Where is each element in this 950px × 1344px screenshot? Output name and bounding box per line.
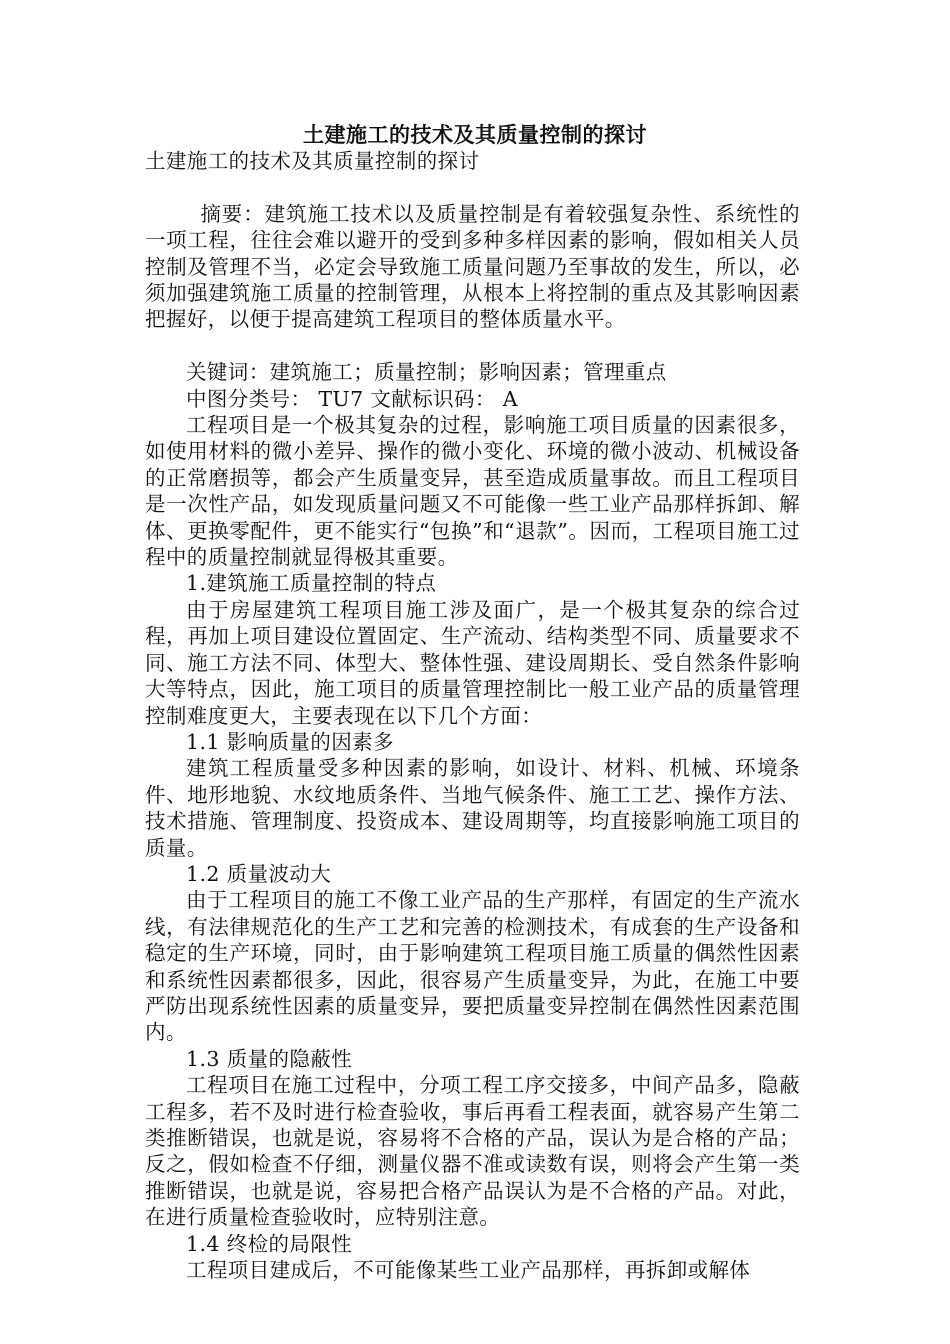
section-1-2-paragraph: 由于工程项目的施工不像工业产品的生产那样，有固定的生产流水线，有法律规范化的生产工艺和完善的检测技术，有成套的生产设备和稳定的生产环境，同时，由于影响建筑工程项目施工质量的偶然性因素和系统性因素都很多，因此，很容易产生质量变异，为此，在施工中要严防出现系统性因素的质量变异，要把质量变异控制在偶然性因素范围内。 <box>145 888 800 1045</box>
section-1-3-heading: 1.3 质量的隐蔽性 <box>186 1046 353 1071</box>
section-1-4-paragraph: 工程项目建成后，不可能像某些工业产品那样，再拆卸或解体 <box>186 1258 751 1283</box>
document-title: 土建施工的技术及其质量控制的探讨 <box>303 122 647 147</box>
keywords-line: 关键词：建筑施工；质量控制；影响因素；管理重点 <box>186 360 667 385</box>
section-1-1-heading: 1.1 影响质量的因素多 <box>186 729 394 754</box>
section-1-2-heading: 1.2 质量波动大 <box>186 861 332 886</box>
abstract-paragraph: 摘要：建筑施工技术以及质量控制是有着较强复杂性、系统性的一项工程，往往会难以避开的受到多种多样因素的影响，假如相关人员控制及管理不当，必定会导致施工质量问题乃至事故的发生，所以，必须加强建筑施工质量的控制管理，从根本上将控制的重点及其影响因素把握好，以便于提高建筑工程项目的整体质量水平。 <box>145 201 800 332</box>
document-body <box>145 148 800 1283</box>
section-1-1-paragraph: 建筑工程质量受多种因素的影响，如设计、材料、机械、环境条件、地形地貌、水纹地质条件、当地气候条件、施工工艺、操作方法、技术措施、管理制度、投资成本、建设周期等，均直接影响施工项目的质量。 <box>145 756 800 860</box>
section-1-paragraph: 由于房屋建筑工程项目施工涉及面广，是一个极其复杂的综合过程，再加上项目建设位置固定、生产流动、结构类型不同、质量要求不同、施工方法不同、体型大、整体性强、建设周期长、受自然条件影响大等特点，因此，施工项目的质量管理控制比一般工业产品的质量管理控制难度更大，主要表现在以下几个方面： <box>145 597 800 728</box>
section-1-4-heading: 1.4 终检的局限性 <box>186 1231 353 1256</box>
classification-line: 中图分类号： TU7 文献标识码： A <box>186 386 518 411</box>
section-1-heading: 1.建筑施工质量控制的特点 <box>186 571 437 596</box>
intro-paragraph: 工程项目是一个极其复杂的过程，影响施工项目质量的因素很多，如使用材料的微小差异、操作的微小变化、环境的微小波动、机械设备的正常磨损等，都会产生质量变异，甚至造成质量事故。而且工程项目是一次性产品，如发现质量问题又不可能像一些工业产品那样拆卸、解体、更换零配件，更不能实行“包换”和“退款”。因而，工程项目施工过程中的质量控制就显得极其重要。 <box>145 413 800 570</box>
document-subtitle: 土建施工的技术及其质量控制的探讨 <box>145 149 480 173</box>
section-1-3-paragraph: 工程项目在施工过程中，分项工程工序交接多，中间产品多，隐蔽工程多，若不及时进行检查验收，事后再看工程表面，就容易产生第二类推断错误，也就是说，容易将不合格的产品，误认为是合格的产品；反之，假如检查不仔细，测量仪器不准或读数有误，则将会产生第一类推断错误，也就是说，容易把合格产品误认为是不合格的产品。对此，在进行质量检查验收时，应特别注意。 <box>145 1073 800 1230</box>
spacer <box>145 333 800 359</box>
spacer <box>145 174 800 200</box>
